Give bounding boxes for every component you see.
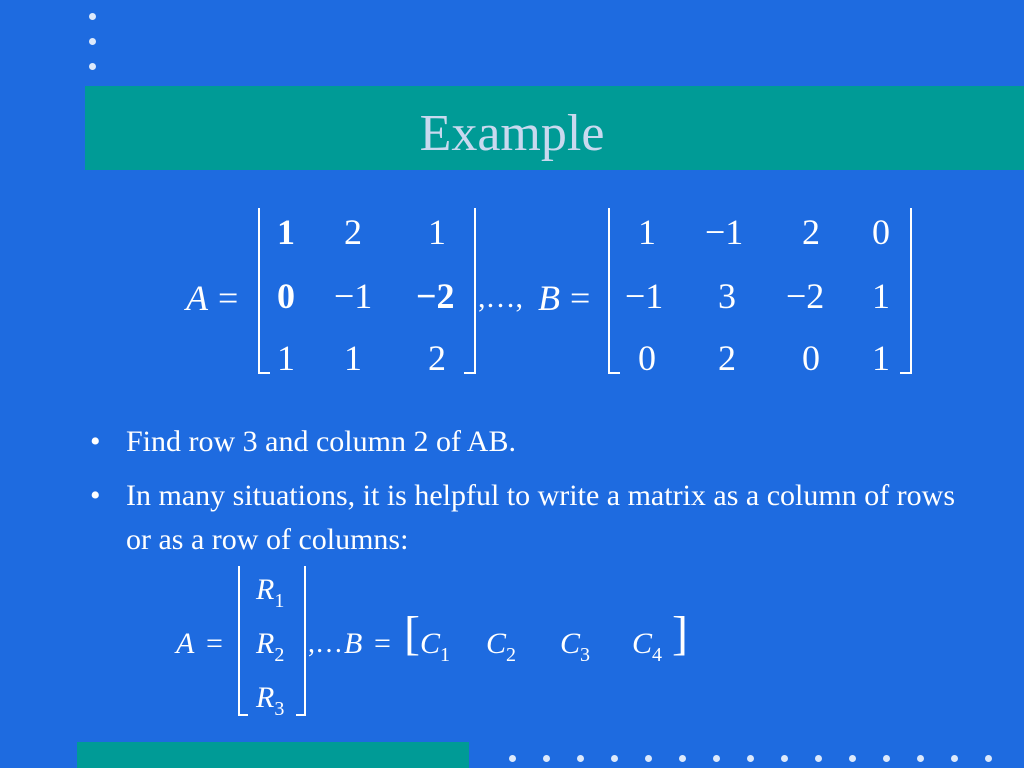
decorative-dot <box>713 755 720 762</box>
matrix-b-entry: −1 <box>625 276 664 316</box>
decorative-dot <box>985 755 992 762</box>
equals-sign: = <box>206 627 223 660</box>
rows-right-bracket <box>296 566 306 716</box>
matrix-b-entry: 3 <box>718 276 736 316</box>
column-vector: $C_1$ <box>420 627 451 666</box>
column-vector: $C_2$ <box>486 627 517 666</box>
matrix-a-entry: 1 <box>277 338 295 378</box>
decorative-dot <box>883 755 890 762</box>
matrix-b-label: B <box>344 627 363 660</box>
matrix-a-label: A <box>176 627 195 660</box>
matrix-a-left-bracket <box>258 208 270 374</box>
columns-left-bracket: [ <box>404 607 420 660</box>
decorative-dot <box>781 755 788 762</box>
matrix-b-entry: 1 <box>872 276 890 316</box>
matrix-a-entry: −2 <box>416 276 455 316</box>
bullet-marker: • <box>90 479 101 512</box>
equals-sign: = <box>570 278 591 318</box>
decorative-dot <box>849 755 856 762</box>
matrix-b-entry: 2 <box>802 212 820 252</box>
column-vector: $C_4$ <box>632 627 663 666</box>
decorative-dot <box>747 755 754 762</box>
ellipsis-separator: ,…, <box>478 281 523 314</box>
matrix-b-entry: 1 <box>872 338 890 378</box>
matrix-b-entry: −2 <box>786 276 825 316</box>
matrix-b-left-bracket <box>608 208 620 374</box>
decorative-dot <box>89 63 96 70</box>
decorative-dot <box>577 755 584 762</box>
equals-sign: = <box>374 627 391 660</box>
matrix-b-label: B <box>538 278 560 318</box>
slide-title: Example <box>419 105 605 162</box>
decorative-dot <box>89 13 96 20</box>
decorative-dot <box>951 755 958 762</box>
row-vector: $R_2$ <box>256 627 285 666</box>
matrix-a-entry: 2 <box>428 338 446 378</box>
ellipsis-separator: ,… <box>308 628 343 659</box>
matrix-a-entry: −1 <box>334 276 373 316</box>
bullet-list <box>90 420 970 562</box>
bottom-band <box>77 742 469 768</box>
matrix-b-entry: 0 <box>802 338 820 378</box>
bullet-marker: • <box>90 425 101 458</box>
decorative-dot <box>917 755 924 762</box>
matrix-a-right-bracket <box>464 208 476 374</box>
matrix-a-entry: 1 <box>428 212 446 252</box>
bullet-item <box>90 474 970 562</box>
matrix-a-entry: 1 <box>277 212 295 252</box>
row-vector: $R_3$ <box>256 681 285 720</box>
equals-sign: = <box>218 278 239 318</box>
matrix-b-right-bracket <box>900 208 912 374</box>
title-band <box>85 86 1024 170</box>
decorative-dot <box>543 755 550 762</box>
decorative-dot <box>679 755 686 762</box>
matrix-b-entry: 0 <box>872 212 890 252</box>
matrix-a-entry: 2 <box>344 212 362 252</box>
matrix-a-entry: 1 <box>344 338 362 378</box>
matrix-a-label: A <box>186 278 208 318</box>
column-vector: $C_3$ <box>560 627 591 666</box>
matrix-b-entry: −1 <box>705 212 744 252</box>
decorative-dot <box>611 755 618 762</box>
bullet-text: Find row 3 and column 2 of AB. <box>126 425 516 458</box>
row-vector: $R_1$ <box>256 573 285 612</box>
matrix-a-entry: 0 <box>277 276 295 316</box>
decorative-dot <box>509 755 516 762</box>
matrix-b-entry: 2 <box>718 338 736 378</box>
decorative-dot <box>645 755 652 762</box>
bullet-text: In many situations, it is helpful to write a matrix as a column of rows or as a row of columns: <box>126 479 956 556</box>
rows-left-bracket <box>238 566 248 716</box>
bullet-item <box>90 420 970 464</box>
matrix-b-entry: 0 <box>638 338 656 378</box>
decorative-dot <box>815 755 822 762</box>
matrix-b-entry: 1 <box>638 212 656 252</box>
decorative-dot <box>89 38 96 45</box>
columns-right-bracket: ] <box>672 607 688 660</box>
